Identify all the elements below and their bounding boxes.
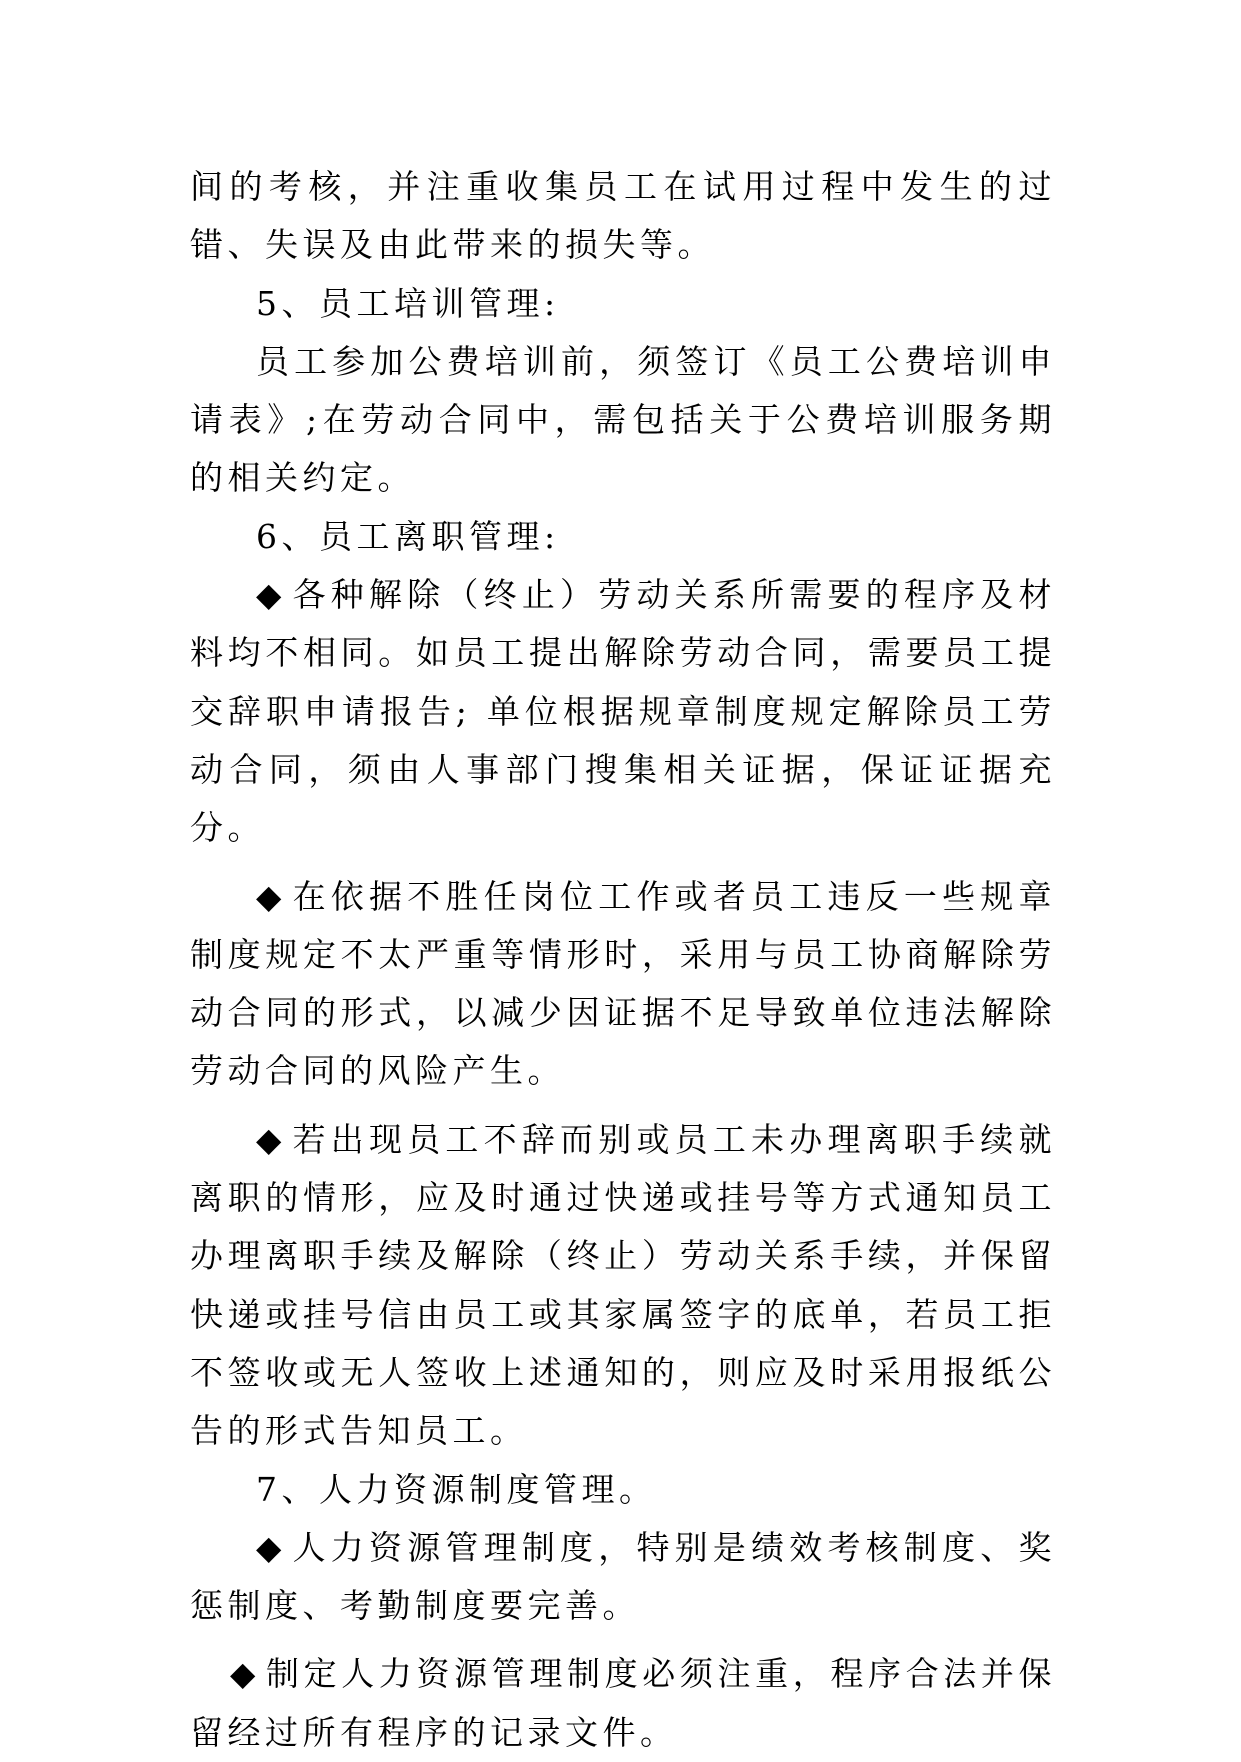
bullet-paragraph <box>190 868 1056 1101</box>
diamond-bullet-icon: ◆ <box>256 575 287 615</box>
bullet-paragraph-text: 若出现员工不辞而别或员工未办理离职手续就离职的情形，应及时通过快递或挂号等方式通知员工办理离职手续及解除（终止）劳动关系手续，并保留快递或挂号信由员工或其家属签字的底单，若员工拒不签收或无人签收上述通知的，则应及时采用报纸公告的形式告知员工。 <box>190 1119 1056 1451</box>
bullet-paragraph <box>190 566 1056 857</box>
section-heading-hr-policy: 7、人力资源制度管理。 <box>256 1469 657 1509</box>
bullet-paragraph-text: 各种解除（终止）劳动关系所需要的程序及材料均不相同。如员工提出解除劳动合同，需要员工提交辞职申请报告; 单位根据规章制度规定解除员工劳动合同，须由人事部门搜集相关证据，保证证据充分。 <box>190 575 1056 848</box>
bullet-paragraph-text: 在依据不胜任岗位工作或者员工违反一些规章制度规定不太严重等情形时，采用与员工协商解除劳动合同的形式，以减少因证据不足导致单位违法解除劳动合同的风险产生。 <box>190 876 1056 1091</box>
section-heading-resignation: 6、员工离职管理: <box>256 516 560 556</box>
diamond-bullet-icon: ◆ <box>256 876 287 916</box>
bullet-paragraph-text: 制定人力资源管理制度必须注重，程序合法并保留经过所有程序的记录文件。 <box>190 1654 1057 1752</box>
document-body <box>190 158 1056 1762</box>
bullet-paragraph <box>190 1111 1056 1461</box>
bullet-paragraph-text: 人力资源管理制度，特别是绩效考核制度、奖惩制度、考勤制度要完善。 <box>190 1527 1056 1626</box>
section-heading-training: 5、员工培训管理: <box>256 283 560 323</box>
diamond-bullet-icon: ◆ <box>256 1119 287 1159</box>
diamond-bullet-icon: ◆ <box>230 1654 261 1694</box>
bullet-paragraph <box>190 1645 1056 1762</box>
diamond-bullet-icon: ◆ <box>256 1527 287 1567</box>
bullet-paragraph <box>190 1519 1056 1636</box>
paragraph-continuation: 间的考核，并注重收集员工在试用过程中发生的过错、失误及由此带来的损失等。 <box>190 167 1056 265</box>
paragraph-training: 员工参加公费培训前，须签订《员工公费培训申请表》;在劳动合同中，需包括关于公费培训服务期的相关约定。 <box>190 341 1056 498</box>
